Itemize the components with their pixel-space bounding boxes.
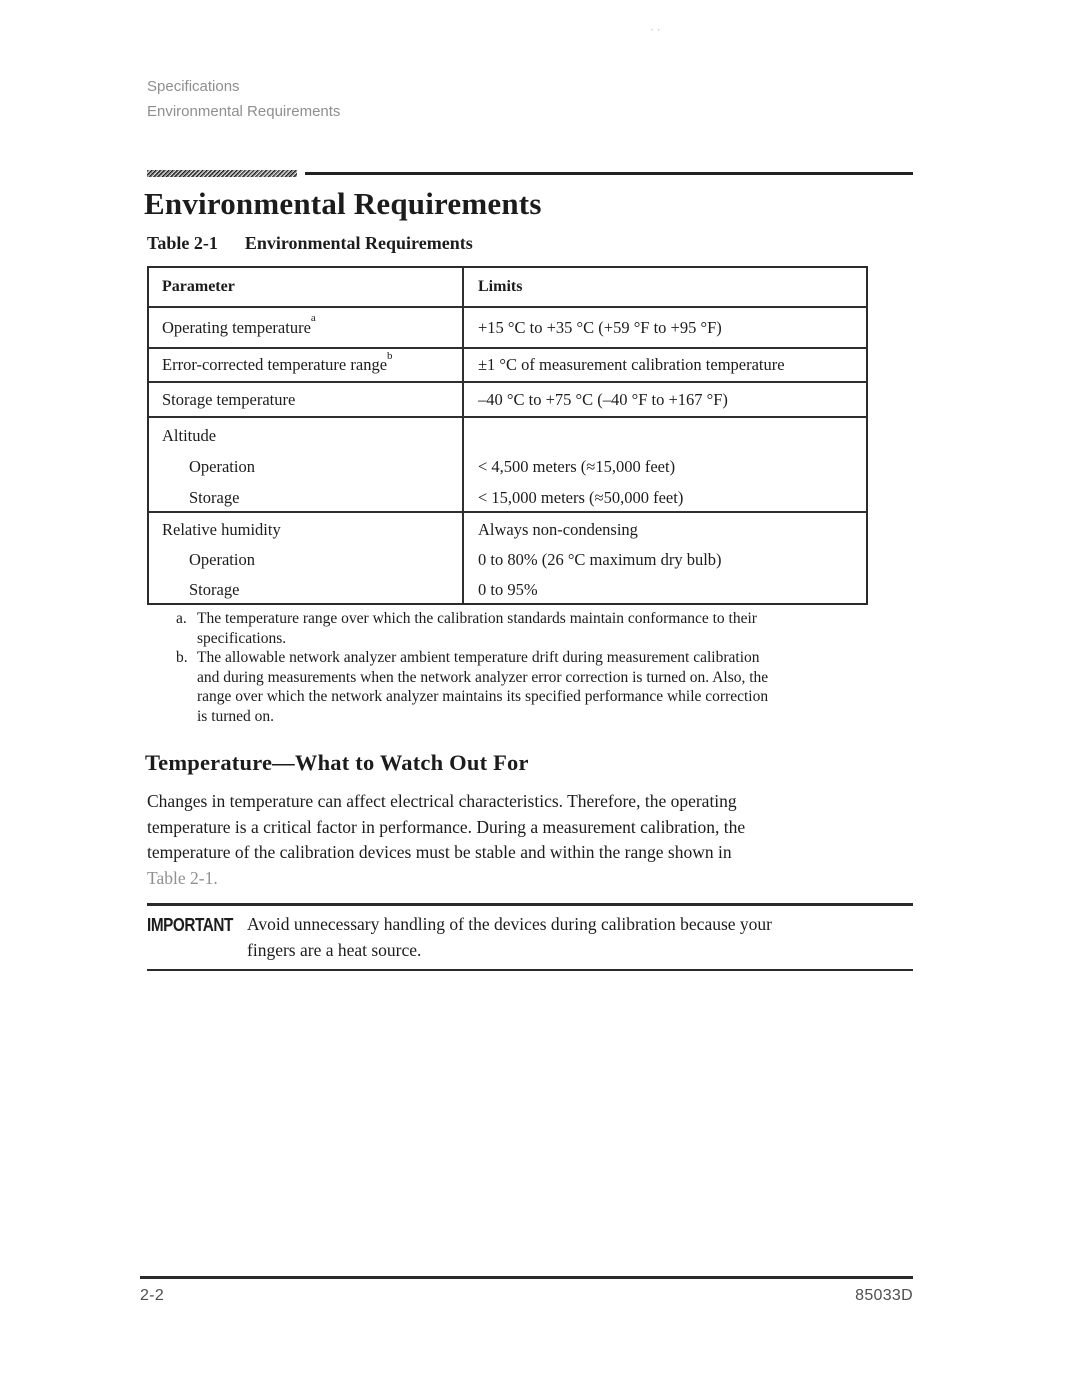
footnote-a [176,609,886,648]
hatch-block [147,170,297,177]
limits-text: +15 °C to +35 °C (+59 °F to +95 °F) [478,317,722,337]
running-header-section: Environmental Requirements [147,103,341,120]
running-header [147,74,340,124]
humidity-storage-label: Storage [189,580,240,599]
important-line: fingers are a heat source. [247,940,422,960]
divider-rule [305,172,913,175]
altitude-storage-limits: < 15,000 meters (≈50,000 feet) [478,488,684,507]
footer-doc-number: 85033D [855,1287,913,1304]
param-cell [149,513,462,603]
humidity-label: Relative humidity [162,520,281,539]
footnote-a-text [197,609,757,648]
footnote-ref-b: b [387,349,393,362]
altitude-storage-label: Storage [189,488,240,507]
altitude-label: Altitude [162,426,217,445]
footnote-line: and during measurements when the network analyzer error correction is turned on. Also, the [197,668,769,686]
humidity-storage-limits: 0 to 95% [478,580,538,599]
column-header-parameter-label: Parameter [162,278,235,295]
column-header-parameter [149,268,462,306]
table-row [149,347,866,381]
footnote-line: range over which the network analyzer maintains its specified performance while correction [197,688,769,706]
limits-cell [462,513,866,603]
table-caption-title: Environmental Requirements [244,233,473,253]
param-text: Error-corrected temperature range [162,355,388,374]
table-row [149,306,866,347]
environmental-requirements-table [147,266,868,605]
table-caption-label: Table 2-1 [147,233,218,253]
limits-text: –40 °C to +75 °C (–40 °F to +167 °F) [478,389,728,409]
body-paragraph [147,789,927,892]
param-cell [149,349,462,381]
limits-text: ±1 °C of measurement calibration temperature [478,355,785,374]
empty-line [478,420,866,451]
altitude-operation-limits: < 4,500 meters (≈15,000 feet) [478,457,676,476]
footer-page-number: 2-2 [140,1287,165,1304]
column-header-limits [462,268,866,306]
param-cell [149,308,462,347]
paragraph-line: temperature is a critical factor in performance. During a measurement calibration, the [147,816,746,837]
table-header-row [149,268,866,306]
footnote-b-text [197,648,768,726]
page-footer [140,1287,913,1305]
column-header-limits-label: Limits [478,278,523,295]
table-2-1-cross-reference-link[interactable]: Table 2-1. [147,868,218,889]
limits-cell [462,349,866,381]
footnote-a-marker: a. [176,610,187,627]
table-row-altitude-group [149,416,866,511]
important-line: Avoid unnecessary handling of the devices during calibration because your [247,914,772,934]
humidity-limits: Always non-condensing [478,520,638,539]
param-text: Storage temperature [162,389,296,409]
running-header-chapter: Specifications [147,78,240,95]
param-text: Operating temperature [162,317,311,337]
table-row [149,381,866,416]
paragraph-line: temperature of the calibration devices must be stable and within the range shown in [147,842,732,863]
altitude-operation-label: Operation [189,457,255,476]
footnote-line: is turned on. [197,707,275,725]
paragraph-line: Changes in temperature can affect electrical characteristics. Therefore, the operating [147,791,737,811]
footnote-line: specifications. [197,629,287,647]
limits-cell [462,383,866,416]
table-caption [147,233,473,254]
limits-cell [462,418,866,511]
important-text [247,911,772,963]
footnote-ref-a: a [310,312,316,324]
table-footnotes [176,609,886,727]
scan-artifact-dots: ·· [650,22,663,37]
important-note [147,903,913,971]
footer-rule [140,1276,913,1279]
table-row-humidity-group [149,511,866,603]
footnote-b-marker: b. [176,649,188,667]
important-label-text: IMPORTANT [147,915,233,935]
footnote-line: The temperature range over which the calibration standards maintain conformance to their [197,610,757,627]
footnote-b [176,648,886,726]
important-label [147,915,247,963]
section-heading: Temperature—What to Watch Out For [145,750,529,775]
limits-cell [462,308,866,347]
param-cell [149,418,462,511]
footnote-line: The allowable network analyzer ambient temperature drift during measurement calibration [197,649,760,667]
page-title: Environmental Requirements [144,186,542,221]
param-cell [149,383,462,416]
section-divider [147,170,913,177]
humidity-operation-label: Operation [189,550,255,569]
humidity-operation-limits: 0 to 80% (26 °C maximum dry bulb) [478,550,722,569]
